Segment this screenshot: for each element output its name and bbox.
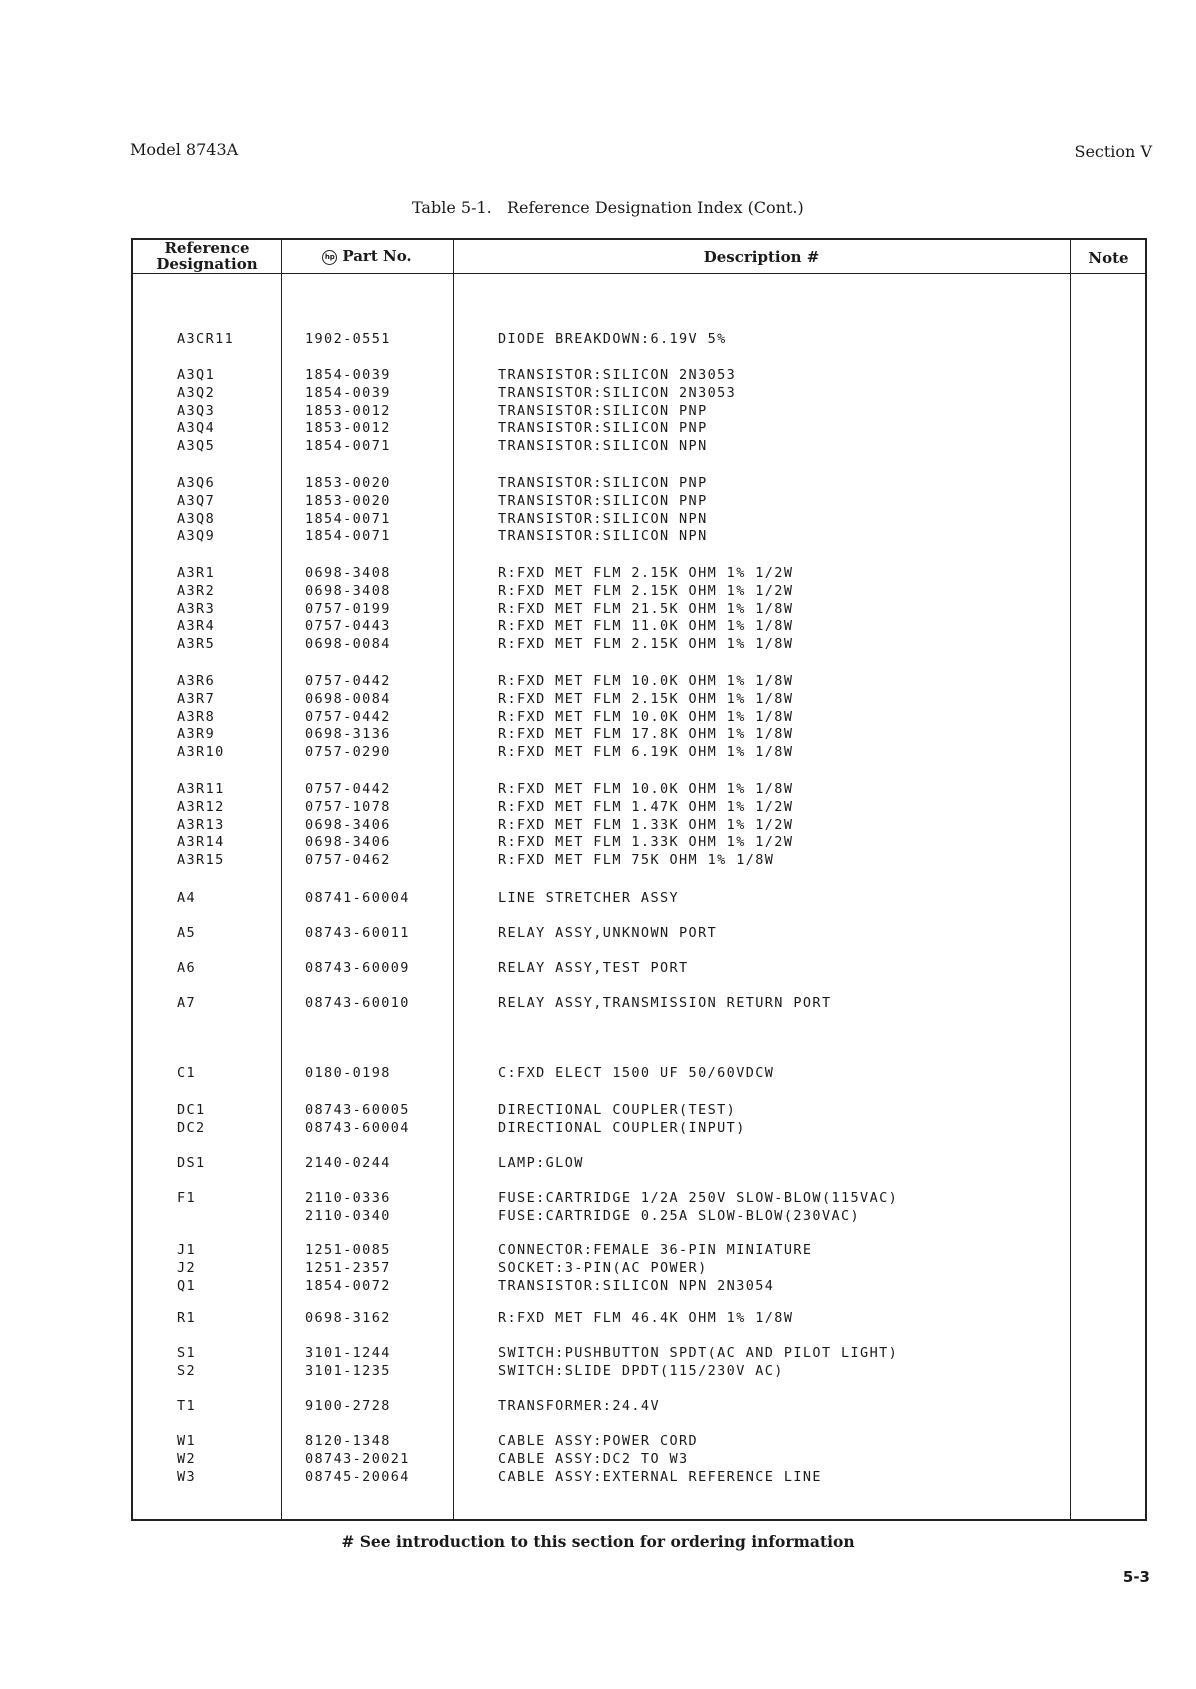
description: R:FXD MET FLM 75K OHM 1% 1/8W [498, 852, 775, 869]
table-row-group [0, 565, 1196, 654]
table-row [0, 1310, 1196, 1328]
reference-designation: R1 [177, 1310, 197, 1326]
table-row [0, 403, 1196, 421]
part-number: 0757-0442 [305, 781, 391, 797]
reference-designation: A3R14 [177, 834, 225, 851]
reference-designation: A3R7 [177, 690, 216, 707]
part-number: 0698-3162 [305, 1310, 391, 1326]
description: TRANSISTOR:SILICON PNP [498, 420, 708, 437]
description: R:FXD MET FLM 6.19K OHM 1% 1/8W [498, 744, 794, 761]
table-row-group [0, 1102, 1196, 1138]
reference-designation: A3R10 [177, 744, 225, 761]
description: CABLE ASSY:POWER CORD [498, 1433, 699, 1449]
reference-designation: A3Q7 [177, 492, 216, 509]
reference-designation: A3Q4 [177, 420, 216, 437]
table-row-group [0, 331, 1196, 349]
part-number: 1854-0071 [305, 438, 391, 455]
reference-designation: DC1 [177, 1102, 206, 1118]
part-number: 0757-0462 [305, 852, 391, 869]
table-row-group [0, 1310, 1196, 1328]
table-row [0, 1242, 1196, 1260]
table-row-group [0, 1345, 1196, 1381]
reference-designation: A3Q2 [177, 384, 216, 401]
page-number: 5-3 [1122, 1568, 1150, 1586]
column-header-reference [133, 240, 281, 272]
reference-designation: A3R11 [177, 781, 225, 797]
reference-designation: A3Q1 [177, 367, 216, 383]
description: TRANSISTOR:SILICON 2N3053 [498, 367, 737, 383]
part-number: 0757-0442 [305, 673, 391, 689]
table-row-group [0, 1398, 1196, 1416]
description: R:FXD MET FLM 11.0K OHM 1% 1/8W [498, 618, 794, 635]
part-number: 08743-60011 [305, 925, 410, 941]
description: FUSE:CARTRIDGE 0.25A SLOW-BLOW(230VAC) [498, 1207, 861, 1224]
description: TRANSISTOR:SILICON NPN 2N3054 [498, 1277, 775, 1294]
reference-designation: C1 [177, 1065, 197, 1081]
part-number: 1251-0085 [305, 1242, 391, 1258]
column-header-description: Description # [703, 248, 820, 266]
table-row [0, 618, 1196, 636]
description: DIODE BREAKDOWN:6.19V 5% [498, 331, 727, 347]
reference-designation: A3Q5 [177, 438, 216, 455]
part-number: 1902-0551 [305, 331, 391, 347]
table-row [0, 799, 1196, 817]
description: LINE STRETCHER ASSY [498, 890, 680, 906]
part-number: 0698-3408 [305, 582, 391, 599]
description: RELAY ASSY,TEST PORT [498, 960, 689, 976]
part-number: 1251-2357 [305, 1259, 391, 1276]
reference-designation: A4 [177, 890, 197, 906]
table-row [0, 636, 1196, 654]
part-number: 0180-0198 [305, 1065, 391, 1081]
part-number: 1854-0039 [305, 384, 391, 401]
table-row [0, 1345, 1196, 1363]
part-number: 0698-3406 [305, 816, 391, 833]
reference-designation: J1 [177, 1242, 197, 1258]
description: RELAY ASSY,TRANSMISSION RETURN PORT [498, 995, 832, 1011]
description: C:FXD ELECT 1500 UF 50/60VDCW [498, 1065, 775, 1081]
table-row [0, 925, 1196, 943]
column-header-reference-line1: Reference [164, 239, 250, 257]
description: R:FXD MET FLM 10.0K OHM 1% 1/8W [498, 708, 794, 725]
table-row [0, 1260, 1196, 1278]
table-row [0, 385, 1196, 403]
table-row [0, 995, 1196, 1013]
table-row-group [0, 890, 1196, 908]
reference-designation: A3R2 [177, 582, 216, 599]
description: TRANSISTOR:SILICON NPN [498, 510, 708, 527]
table-row [0, 1065, 1196, 1083]
table-row [0, 1120, 1196, 1138]
reference-designation: A3R6 [177, 673, 216, 689]
part-number: 3101-1244 [305, 1345, 391, 1361]
table-row [0, 1469, 1196, 1487]
table-row [0, 1102, 1196, 1120]
part-number: 0698-3136 [305, 726, 391, 743]
column-header-reference-line2: Designation [156, 255, 258, 273]
reference-designation: W2 [177, 1450, 197, 1467]
table-title: Table 5-1. Reference Designation Index (Cont.) [412, 198, 804, 217]
reference-designation: A3R1 [177, 565, 216, 581]
description: R:FXD MET FLM 1.47K OHM 1% 1/2W [498, 798, 794, 815]
reference-designation: S1 [177, 1345, 197, 1361]
part-number: 9100-2728 [305, 1398, 391, 1414]
part-number: 1854-0071 [305, 528, 391, 545]
table-row [0, 528, 1196, 546]
part-number: 1853-0020 [305, 475, 391, 491]
table-row [0, 673, 1196, 691]
part-number: 08743-20021 [305, 1450, 410, 1467]
description: TRANSISTOR:SILICON PNP [498, 475, 708, 491]
reference-designation: W1 [177, 1433, 197, 1449]
table-row [0, 565, 1196, 583]
part-number: 0757-0443 [305, 618, 391, 635]
reference-designation: DC2 [177, 1119, 206, 1136]
column-header-part-label: Part No. [342, 247, 412, 265]
table-row-group [0, 995, 1196, 1013]
part-number: 0757-0442 [305, 708, 391, 725]
part-number: 1853-0012 [305, 420, 391, 437]
table-row [0, 1155, 1196, 1173]
part-number: 0757-0199 [305, 600, 391, 617]
table-row [0, 511, 1196, 529]
description: R:FXD MET FLM 1.33K OHM 1% 1/2W [498, 834, 794, 851]
description: RELAY ASSY,UNKNOWN PORT [498, 925, 718, 941]
table-row [0, 691, 1196, 709]
header-model: Model 8743A [130, 140, 239, 159]
reference-designation: A7 [177, 995, 197, 1011]
table-row [0, 890, 1196, 908]
reference-designation: W3 [177, 1468, 197, 1485]
table-row [0, 475, 1196, 493]
table-row-group [0, 475, 1196, 546]
reference-designation: T1 [177, 1398, 197, 1414]
part-number: 1854-0072 [305, 1277, 391, 1294]
table-row [0, 1451, 1196, 1469]
reference-designation: A3R15 [177, 852, 225, 869]
description: DIRECTIONAL COUPLER(TEST) [498, 1102, 737, 1118]
reference-designation: A3R9 [177, 726, 216, 743]
part-number: 08743-60004 [305, 1119, 410, 1136]
description: TRANSISTOR:SILICON NPN [498, 528, 708, 545]
description: R:FXD MET FLM 2.15K OHM 1% 1/2W [498, 565, 794, 581]
table-row [0, 420, 1196, 438]
table-row-group [0, 960, 1196, 978]
description: R:FXD MET FLM 10.0K OHM 1% 1/8W [498, 781, 794, 797]
part-number: 08743-60010 [305, 995, 410, 1011]
table-row-group [0, 1065, 1196, 1083]
part-number: 8120-1348 [305, 1433, 391, 1449]
part-number: 0757-0290 [305, 744, 391, 761]
table-row [0, 834, 1196, 852]
part-number: 08741-60004 [305, 890, 410, 906]
table-row [0, 1398, 1196, 1416]
description: CABLE ASSY:EXTERNAL REFERENCE LINE [498, 1468, 822, 1485]
reference-designation: A3Q6 [177, 475, 216, 491]
part-number: 3101-1235 [305, 1362, 391, 1379]
table-row [0, 726, 1196, 744]
table-row-group [0, 925, 1196, 943]
column-header-part [281, 248, 453, 265]
table-row [0, 583, 1196, 601]
description: R:FXD MET FLM 1.33K OHM 1% 1/2W [498, 816, 794, 833]
reference-designation: A3R5 [177, 636, 216, 653]
header-section: Section V [1074, 142, 1152, 161]
table-row [0, 1278, 1196, 1296]
part-number: 1853-0020 [305, 492, 391, 509]
table-row-group [0, 781, 1196, 870]
description: FUSE:CARTRIDGE 1/2A 250V SLOW-BLOW(115VAC) [498, 1190, 899, 1206]
description: CONNECTOR:FEMALE 36-PIN MINIATURE [498, 1242, 813, 1258]
description: DIRECTIONAL COUPLER(INPUT) [498, 1119, 746, 1136]
footnote: # See introduction to this section for ordering information [341, 1532, 855, 1551]
description: TRANSISTOR:SILICON PNP [498, 492, 708, 509]
reference-designation: A3R4 [177, 618, 216, 635]
table-row-group [0, 1190, 1196, 1226]
description: LAMP:GLOW [498, 1155, 584, 1171]
table-row [0, 331, 1196, 349]
part-number: 0698-3408 [305, 565, 391, 581]
table-row-group [0, 673, 1196, 762]
header-divider [133, 273, 1145, 274]
reference-designation: A3R13 [177, 816, 225, 833]
column-header-note: Note [1088, 249, 1129, 267]
description: R:FXD MET FLM 2.15K OHM 1% 1/2W [498, 582, 794, 599]
part-number: 2110-0336 [305, 1190, 391, 1206]
reference-designation: S2 [177, 1362, 197, 1379]
reference-designation: A6 [177, 960, 197, 976]
description: SWITCH:PUSHBUTTON SPDT(AC AND PILOT LIGHT) [498, 1345, 899, 1361]
table-row [0, 438, 1196, 456]
part-number: 0698-0084 [305, 636, 391, 653]
reference-designation: DS1 [177, 1155, 206, 1171]
table-row [0, 1208, 1196, 1226]
table-row-group [0, 367, 1196, 456]
table-row [0, 709, 1196, 727]
table-row [0, 781, 1196, 799]
description: TRANSFORMER:24.4V [498, 1398, 660, 1414]
reference-designation: A3Q9 [177, 528, 216, 545]
reference-designation: J2 [177, 1259, 197, 1276]
description: R:FXD MET FLM 2.15K OHM 1% 1/8W [498, 636, 794, 653]
table-row [0, 1433, 1196, 1451]
reference-designation: A3R8 [177, 708, 216, 725]
reference-designation: A3R12 [177, 798, 225, 815]
reference-designation: A3CR11 [177, 331, 235, 347]
table-row [0, 852, 1196, 870]
description: R:FXD MET FLM 2.15K OHM 1% 1/8W [498, 690, 794, 707]
reference-designation: Q1 [177, 1277, 197, 1294]
part-number: 2140-0244 [305, 1155, 391, 1171]
description: SOCKET:3-PIN(AC POWER) [498, 1259, 708, 1276]
reference-designation: F1 [177, 1190, 197, 1206]
table-row [0, 601, 1196, 619]
reference-designation: A3Q8 [177, 510, 216, 527]
description: SWITCH:SLIDE DPDT(115/230V AC) [498, 1362, 784, 1379]
description: TRANSISTOR:SILICON 2N3053 [498, 384, 737, 401]
table-row [0, 493, 1196, 511]
table-row-group [0, 1433, 1196, 1486]
part-number: 1854-0071 [305, 510, 391, 527]
table-row [0, 367, 1196, 385]
description: R:FXD MET FLM 17.8K OHM 1% 1/8W [498, 726, 794, 743]
reference-designation: A3R3 [177, 600, 216, 617]
hp-logo-icon: hp [322, 250, 337, 265]
part-number: 0698-3406 [305, 834, 391, 851]
part-number: 1853-0012 [305, 402, 391, 419]
reference-designation: A3Q3 [177, 402, 216, 419]
description: R:FXD MET FLM 46.4K OHM 1% 1/8W [498, 1310, 794, 1326]
description: R:FXD MET FLM 21.5K OHM 1% 1/8W [498, 600, 794, 617]
description: TRANSISTOR:SILICON PNP [498, 402, 708, 419]
description: R:FXD MET FLM 10.0K OHM 1% 1/8W [498, 673, 794, 689]
table-row [0, 1363, 1196, 1381]
part-number: 0757-1078 [305, 798, 391, 815]
table-row [0, 960, 1196, 978]
description: TRANSISTOR:SILICON NPN [498, 438, 708, 455]
table-row-group [0, 1242, 1196, 1295]
part-number: 08743-60005 [305, 1102, 410, 1118]
reference-designation: A5 [177, 925, 197, 941]
table-row-group [0, 1155, 1196, 1173]
part-number: 08745-20064 [305, 1468, 410, 1485]
table-row [0, 744, 1196, 762]
table-row [0, 817, 1196, 835]
description: CABLE ASSY:DC2 TO W3 [498, 1450, 689, 1467]
part-number: 08743-60009 [305, 960, 410, 976]
part-number: 2110-0340 [305, 1207, 391, 1224]
part-number: 1854-0039 [305, 367, 391, 383]
part-number: 0698-0084 [305, 690, 391, 707]
table-row [0, 1190, 1196, 1208]
